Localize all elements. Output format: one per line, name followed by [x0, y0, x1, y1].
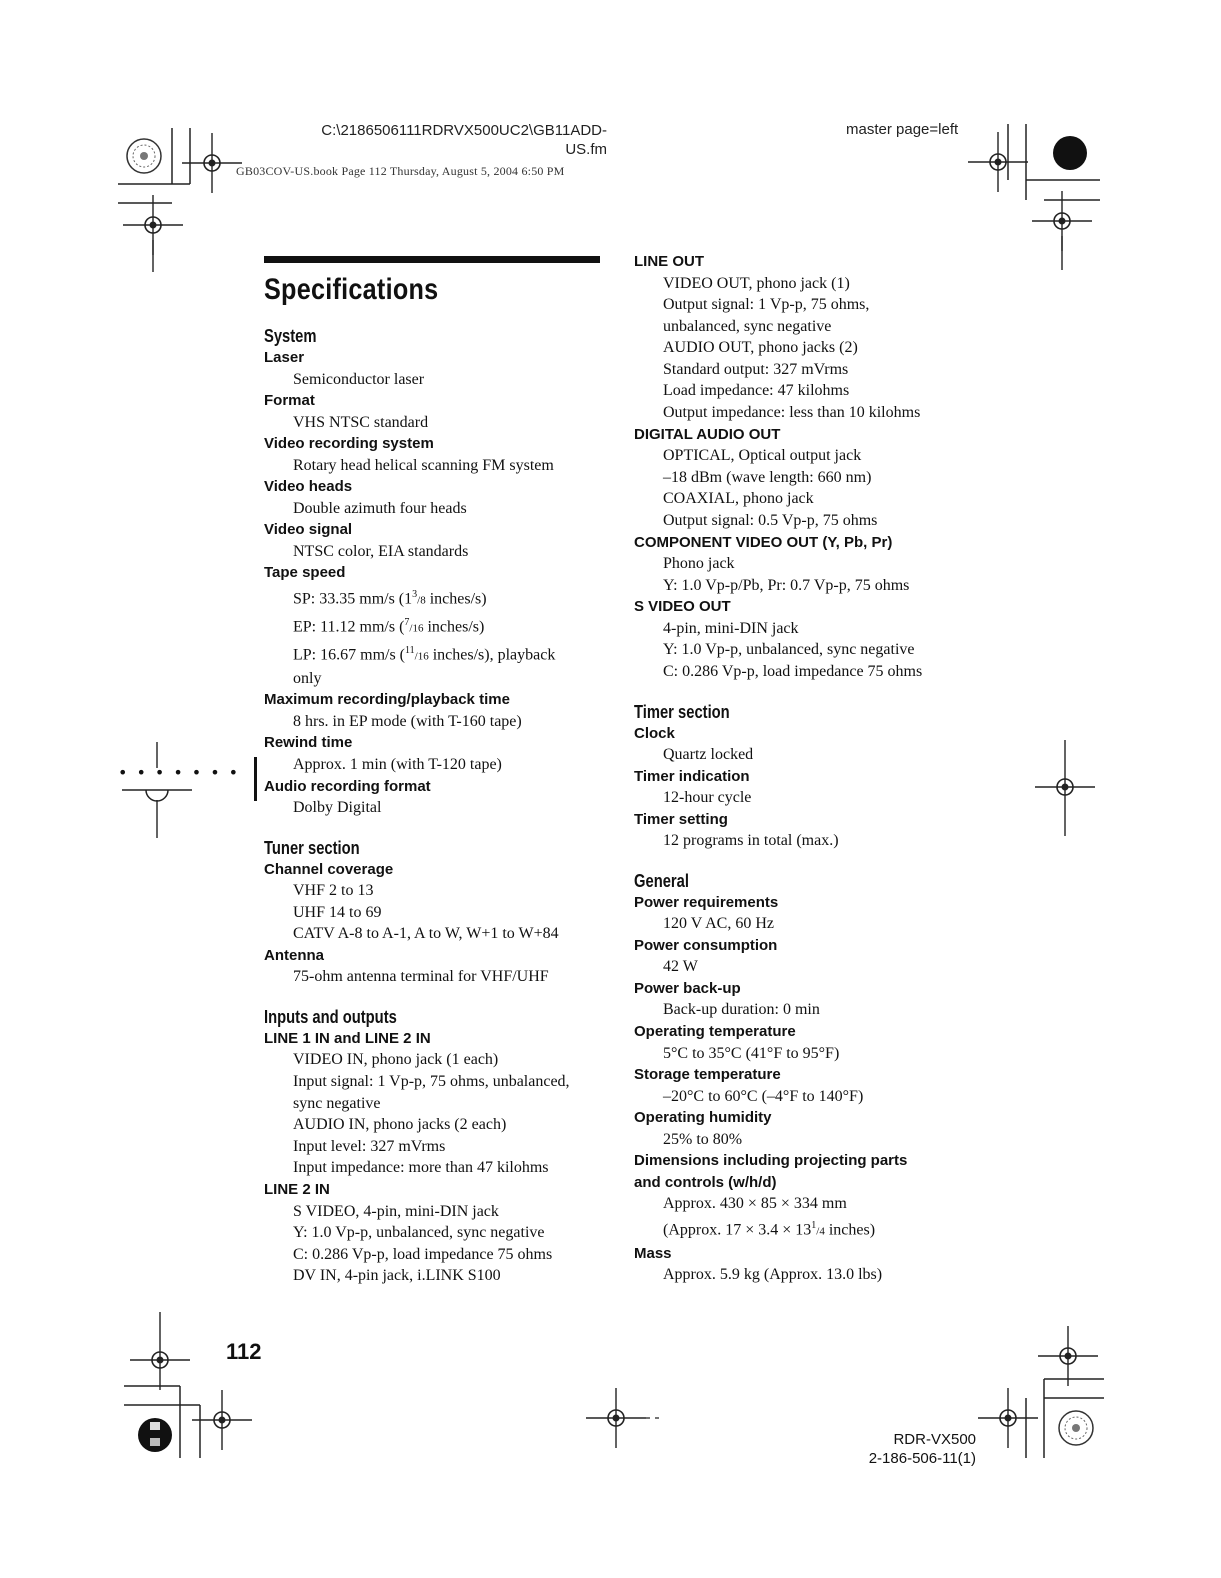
spec-value: Approx. 430 × 85 × 334 mm: [663, 1195, 847, 1213]
master-page-label: master page=left: [846, 121, 959, 138]
section-title-general: General: [634, 870, 689, 891]
part-number: 2-186-506-11(1): [868, 1450, 976, 1467]
spec-value: SP: 33.35 mm/s ($1^3/8$ inches/s): [293, 588, 487, 608]
color-wheel-icon: [127, 139, 161, 173]
spec-value: sync negative: [293, 1094, 381, 1112]
spec-label: Video recording system: [264, 435, 434, 453]
spec-value: CATV A-8 to A-1, A to W, W+1 to W+84: [293, 925, 559, 943]
spec-value: Rotary head helical scanning FM system: [293, 456, 554, 474]
right-column: [634, 251, 984, 1286]
page-number: 112: [226, 1339, 262, 1364]
spec-label: Power requirements: [634, 893, 779, 911]
spec-value: 42 W: [663, 958, 698, 976]
spec-label: Laser: [264, 349, 305, 366]
page-title: Specifications: [264, 273, 439, 306]
file-path: [270, 121, 607, 159]
spec-value: Back-up duration: 0 min: [663, 1001, 820, 1019]
crosshair-icon: [182, 133, 242, 193]
spec-value: OPTICAL, Optical output jack: [663, 447, 862, 465]
model-number: RDR-VX500: [893, 1431, 976, 1448]
spec-value: 12 programs in total (max.): [663, 832, 839, 850]
spec-label: Power back-up: [634, 979, 741, 997]
spec-label: Channel coverage: [264, 860, 394, 878]
spec-value: DV IN, 4-pin jack, i.LINK S100: [293, 1267, 501, 1285]
spec-label: Maximum recording/playback time: [264, 691, 510, 709]
spec-label: Storage temperature: [634, 1066, 781, 1084]
spec-value: Quartz locked: [663, 746, 754, 763]
book-info: GB03COV-US.book Page 112 Thursday, August 5, 2004 6:50 PM: [236, 164, 565, 178]
spec-label: Dimensions including projecting parts: [634, 1152, 908, 1170]
spec-value: 75-ohm antenna terminal for VHF/UHF: [293, 968, 549, 986]
spec-value: –20°C to 60°C (–4°F to 140°F): [663, 1087, 864, 1105]
spec-value: –18 dBm (wave length: 660 nm): [663, 468, 872, 486]
spec-value: C: 0.286 Vp-p, load impedance 75 ohms: [663, 662, 923, 680]
crosshair-icon: [1038, 1326, 1098, 1386]
section-title-io: Inputs and outputs: [264, 1006, 397, 1027]
spec-value: Approx. 1 min (with T-120 tape): [293, 755, 502, 773]
spec-value: Load impedance: 47 kilohms: [663, 382, 850, 400]
spec-value: 25% to 80%: [663, 1130, 743, 1148]
spec-label: COMPONENT VIDEO OUT (Y, Pb, Pr): [634, 533, 893, 551]
spec-value: C: 0.286 Vp-p, load impedance 75 ohms: [293, 1245, 553, 1263]
spec-value: Dolby Digital: [293, 799, 382, 817]
spec-value: LP: 16.67 mm/s ($^{11}$/16 inches/s), playback: [293, 644, 556, 664]
spec-value: UHF 14 to 69: [293, 903, 382, 921]
spec-value: Standard output: 327 mVrms: [663, 360, 849, 378]
black-dot-icon: [1053, 136, 1087, 170]
spec-value: unbalanced, sync negative: [663, 317, 832, 335]
spec-value: Y: 1.0 Vp-p/Pb, Pr: 0.7 Vp-p, 75 ohms: [663, 576, 910, 594]
spec-label: S VIDEO OUT: [634, 598, 731, 616]
change-bar: [254, 757, 257, 801]
crosshair-icon: [978, 1388, 1038, 1448]
spec-label: LINE OUT: [634, 253, 704, 270]
spec-value: Input level: 327 mVrms: [293, 1137, 446, 1155]
spec-value: Y: 1.0 Vp-p, unbalanced, sync negative: [663, 641, 915, 659]
spec-label: LINE 1 IN and LINE 2 IN: [264, 1029, 431, 1047]
spec-value: 12-hour cycle: [663, 789, 752, 807]
spec-label: and controls (w/h/d): [634, 1173, 777, 1191]
color-chart-icon: [138, 1418, 172, 1452]
spec-value: NTSC color, EIA standards: [293, 542, 469, 560]
spec-value: Semiconductor laser: [293, 370, 425, 388]
spec-value: Phono jack: [663, 555, 735, 573]
change-dots: •••••••: [118, 763, 248, 782]
spec-label: Operating temperature: [634, 1023, 796, 1041]
spec-label: Video signal: [264, 521, 353, 539]
title-rule: [264, 256, 600, 263]
spec-value: (Approx. $17 \times 3.4 \times 13^1/4$ inches): [663, 1219, 876, 1239]
spec-value: Input signal: 1 Vp-p, 75 ohms, unbalanced,: [293, 1073, 570, 1091]
section-title-timer: Timer section: [634, 701, 730, 722]
spec-value: 5°C to 35°C (41°F to 95°F): [663, 1044, 840, 1062]
spec-label: Format: [264, 392, 315, 410]
spec-label: Power consumption: [634, 936, 778, 954]
spec-label: Antenna: [264, 946, 324, 964]
spec-value: Double azimuth four heads: [293, 499, 467, 517]
spec-value: VIDEO IN, phono jack (1 each): [293, 1051, 499, 1069]
spec-label: Audio recording format: [264, 777, 431, 795]
spec-value: Output signal: 0.5 Vp-p, 75 ohms: [663, 511, 878, 529]
crosshair-icon: [968, 132, 1028, 192]
spec-value: COAXIAL, phono jack: [663, 490, 814, 508]
spec-value: Output signal: 1 Vp-p, 75 ohms,: [663, 296, 870, 314]
spec-label: Clock: [634, 724, 675, 742]
spec-value: VHF 2 to 13: [293, 882, 374, 900]
spec-value: AUDIO IN, phono jacks (2 each): [293, 1116, 507, 1134]
spec-value: only: [293, 669, 322, 687]
spec-value: Y: 1.0 Vp-p, unbalanced, sync negative: [293, 1224, 545, 1242]
spec-value: 8 hrs. in EP mode (with T-160 tape): [293, 712, 522, 730]
spec-value: VHS NTSC standard: [293, 413, 429, 431]
color-wheel-icon: [1059, 1411, 1093, 1445]
spec-label: Operating humidity: [634, 1109, 772, 1127]
file-path-line-2: US.fm: [565, 141, 607, 158]
spec-label: Timer setting: [634, 810, 728, 828]
spec-label: DIGITAL AUDIO OUT: [634, 425, 781, 443]
spec-value: 120 V AC, 60 Hz: [663, 915, 774, 933]
crosshair-icon: [130, 1330, 190, 1390]
spec-value: S VIDEO, 4-pin, mini-DIN jack: [293, 1202, 499, 1220]
spec-value: Approx. 5.9 kg (Approx. 13.0 lbs): [663, 1266, 883, 1284]
spec-value: Input impedance: more than 47 kilohms: [293, 1159, 549, 1177]
spec-value: 4-pin, mini-DIN jack: [663, 619, 799, 637]
crosshair-icon: [586, 1388, 646, 1448]
crosshair-icon: [1035, 757, 1095, 817]
spec-value: EP: 11.12 mm/s ($^7$/16 inches/s): [293, 616, 485, 636]
spec-label: Timer indication: [634, 767, 750, 785]
file-path-line-1: C:\2186506111RDRVX500UC2\GB11ADD-: [321, 122, 607, 139]
left-column: [264, 251, 614, 1287]
spec-label: LINE 2 IN: [264, 1181, 330, 1199]
spec-label: Video heads: [264, 478, 353, 496]
spec-label: Tape speed: [264, 564, 346, 582]
spec-value: VIDEO OUT, phono jack (1): [663, 274, 850, 292]
section-title-system: System: [264, 326, 317, 346]
crosshair-icon: [192, 1390, 252, 1450]
spec-label: Mass: [634, 1244, 672, 1262]
spec-label: Rewind time: [264, 734, 353, 752]
model-info: [856, 1430, 976, 1468]
spec-value: Output impedance: less than 10 kilohms: [663, 404, 921, 422]
section-title-tuner: Tuner section: [264, 837, 360, 858]
spec-value: AUDIO OUT, phono jacks (2): [663, 339, 858, 357]
